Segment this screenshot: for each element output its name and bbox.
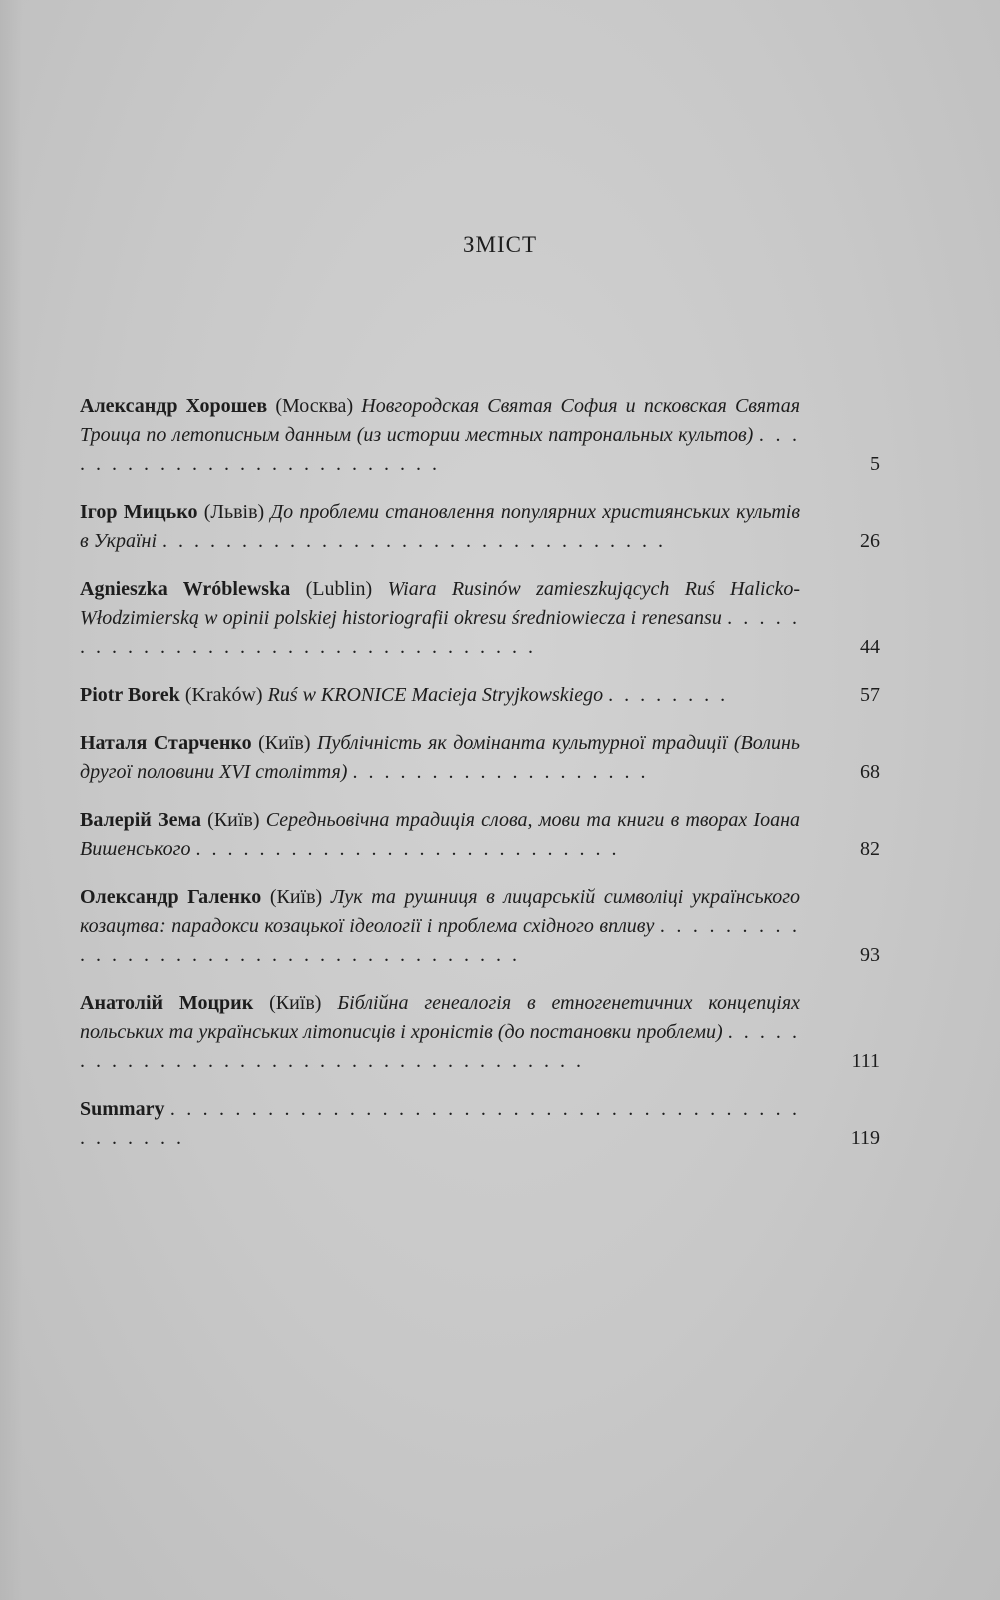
toc-city: (Москва) xyxy=(275,395,354,417)
toc-entry xyxy=(80,498,880,556)
toc-entry-text xyxy=(80,729,800,787)
toc-city: (Київ) xyxy=(207,809,260,831)
toc-page-number: 44 xyxy=(860,636,880,658)
toc-page-number: 5 xyxy=(870,453,880,475)
leader-dots: . . . . . . . . . . . . . . . . . . . xyxy=(352,761,649,783)
toc-page-number: 119 xyxy=(850,1127,880,1149)
toc-entry-text xyxy=(80,989,800,1076)
toc-page-number: 57 xyxy=(860,684,880,706)
toc-city: (Lublin) xyxy=(305,578,373,600)
toc-city: (Kraków) xyxy=(184,684,263,706)
toc-author: Piotr Borek xyxy=(80,684,180,706)
toc-entry-summary xyxy=(80,1095,880,1153)
toc-entry-text xyxy=(80,681,800,710)
toc-author: Александр Хорошев xyxy=(80,395,268,417)
toc-city: (Київ) xyxy=(269,886,323,908)
toc-work-title: Біблійна генеалогія в етногенетичних концепціях польських та українських літописців і хроністів (до постановки проблеми) xyxy=(80,992,801,1043)
toc-page-number: 26 xyxy=(860,530,880,552)
toc-entry-text xyxy=(80,392,800,479)
toc-work-title: Середньовічна традиція слова, мови та книги в творах Іоана Вишенського xyxy=(80,809,801,860)
toc-author: Summary xyxy=(80,1098,165,1120)
toc-entry xyxy=(80,989,880,1076)
toc-work-title: Публічність як домінанта культурної традиції (Волинь другої половини XVI століття) xyxy=(80,732,801,783)
toc-author: Анатолій Моцрик xyxy=(80,992,254,1014)
toc-city: (Київ) xyxy=(269,992,322,1014)
toc-entry xyxy=(80,883,880,970)
toc-work-title: Wiara Rusinów zamieszkujących Ruś Halicko-Włodzimierską w opinii polskiej historiografii okresu średniowiecza i renesansu xyxy=(80,578,801,629)
toc-entry-text xyxy=(80,1095,800,1153)
toc-work-title: До проблеми становлення популярних християнських культів в Україні xyxy=(80,501,801,552)
toc-work-title: Ruś w KRONICE Macieja Stryjkowskiego xyxy=(267,684,604,706)
leader-dots: . . . . . . . . . . . . . . . . . . . . . . . . . . . . . . . . . . . . . xyxy=(80,1021,801,1072)
toc-entry-text xyxy=(80,883,800,970)
toc-entry-text xyxy=(80,806,800,864)
toc-city: (Львів) xyxy=(203,501,265,523)
leader-dots: . . . . . . . . . . . . . . . . . . . . . . . . . . . . . . . . . . . . . . . . . . . . . . xyxy=(80,1098,801,1149)
toc-work-title: Лук та рушниця в лицарській символіці українського козацтва: парадокси козацької ідеології і проблема східного впливу xyxy=(80,886,800,937)
toc-page-number: 111 xyxy=(851,1050,880,1072)
leader-dots: . . . . . . . . . . . . . . . . . . . . . . . . . . xyxy=(80,424,801,475)
toc-author: Agnieszka Wróblewska xyxy=(80,578,291,600)
leader-dots: . . . . . . . . . . . . . . . . . . . . . . . . . . . . . . . . xyxy=(162,530,667,552)
toc-page-number: 68 xyxy=(860,761,880,783)
leader-dots: . . . . . . . . . . . . . . . . . . . . . . . . . . . xyxy=(195,838,620,860)
toc-entry xyxy=(80,681,880,710)
toc-entry-text xyxy=(80,498,800,556)
toc-author: Валерій Зема xyxy=(80,809,201,831)
leader-dots: . . . . . . . . . . . . . . . . . . . . . . . . . . . . . . . . . . . . . xyxy=(80,915,801,966)
toc-work-title: Новгородская Святая София и псковская Святая Троица по летописным данным (из истории местных патрональных культов) xyxy=(80,395,800,446)
toc-entry xyxy=(80,729,880,787)
toc-entry xyxy=(80,806,880,864)
leader-dots: . . . . . . . . xyxy=(608,684,729,706)
toc-entry-text xyxy=(80,575,800,662)
toc-entry xyxy=(80,392,880,479)
toc-page-number: 93 xyxy=(860,944,880,966)
table-of-contents xyxy=(80,392,880,1172)
toc-city: (Київ) xyxy=(258,732,311,754)
toc-author: Ігор Мицько xyxy=(80,501,198,523)
toc-entry xyxy=(80,575,880,662)
toc-author: Наталя Старченко xyxy=(80,732,252,754)
toc-author: Олександр Галенко xyxy=(80,886,262,908)
toc-page-number: 82 xyxy=(860,838,880,860)
leader-dots: . . . . . . . . . . . . . . . . . . . . . . . . . . . . . . . . . . xyxy=(80,607,800,658)
page-title: ЗМІСТ xyxy=(462,232,538,257)
